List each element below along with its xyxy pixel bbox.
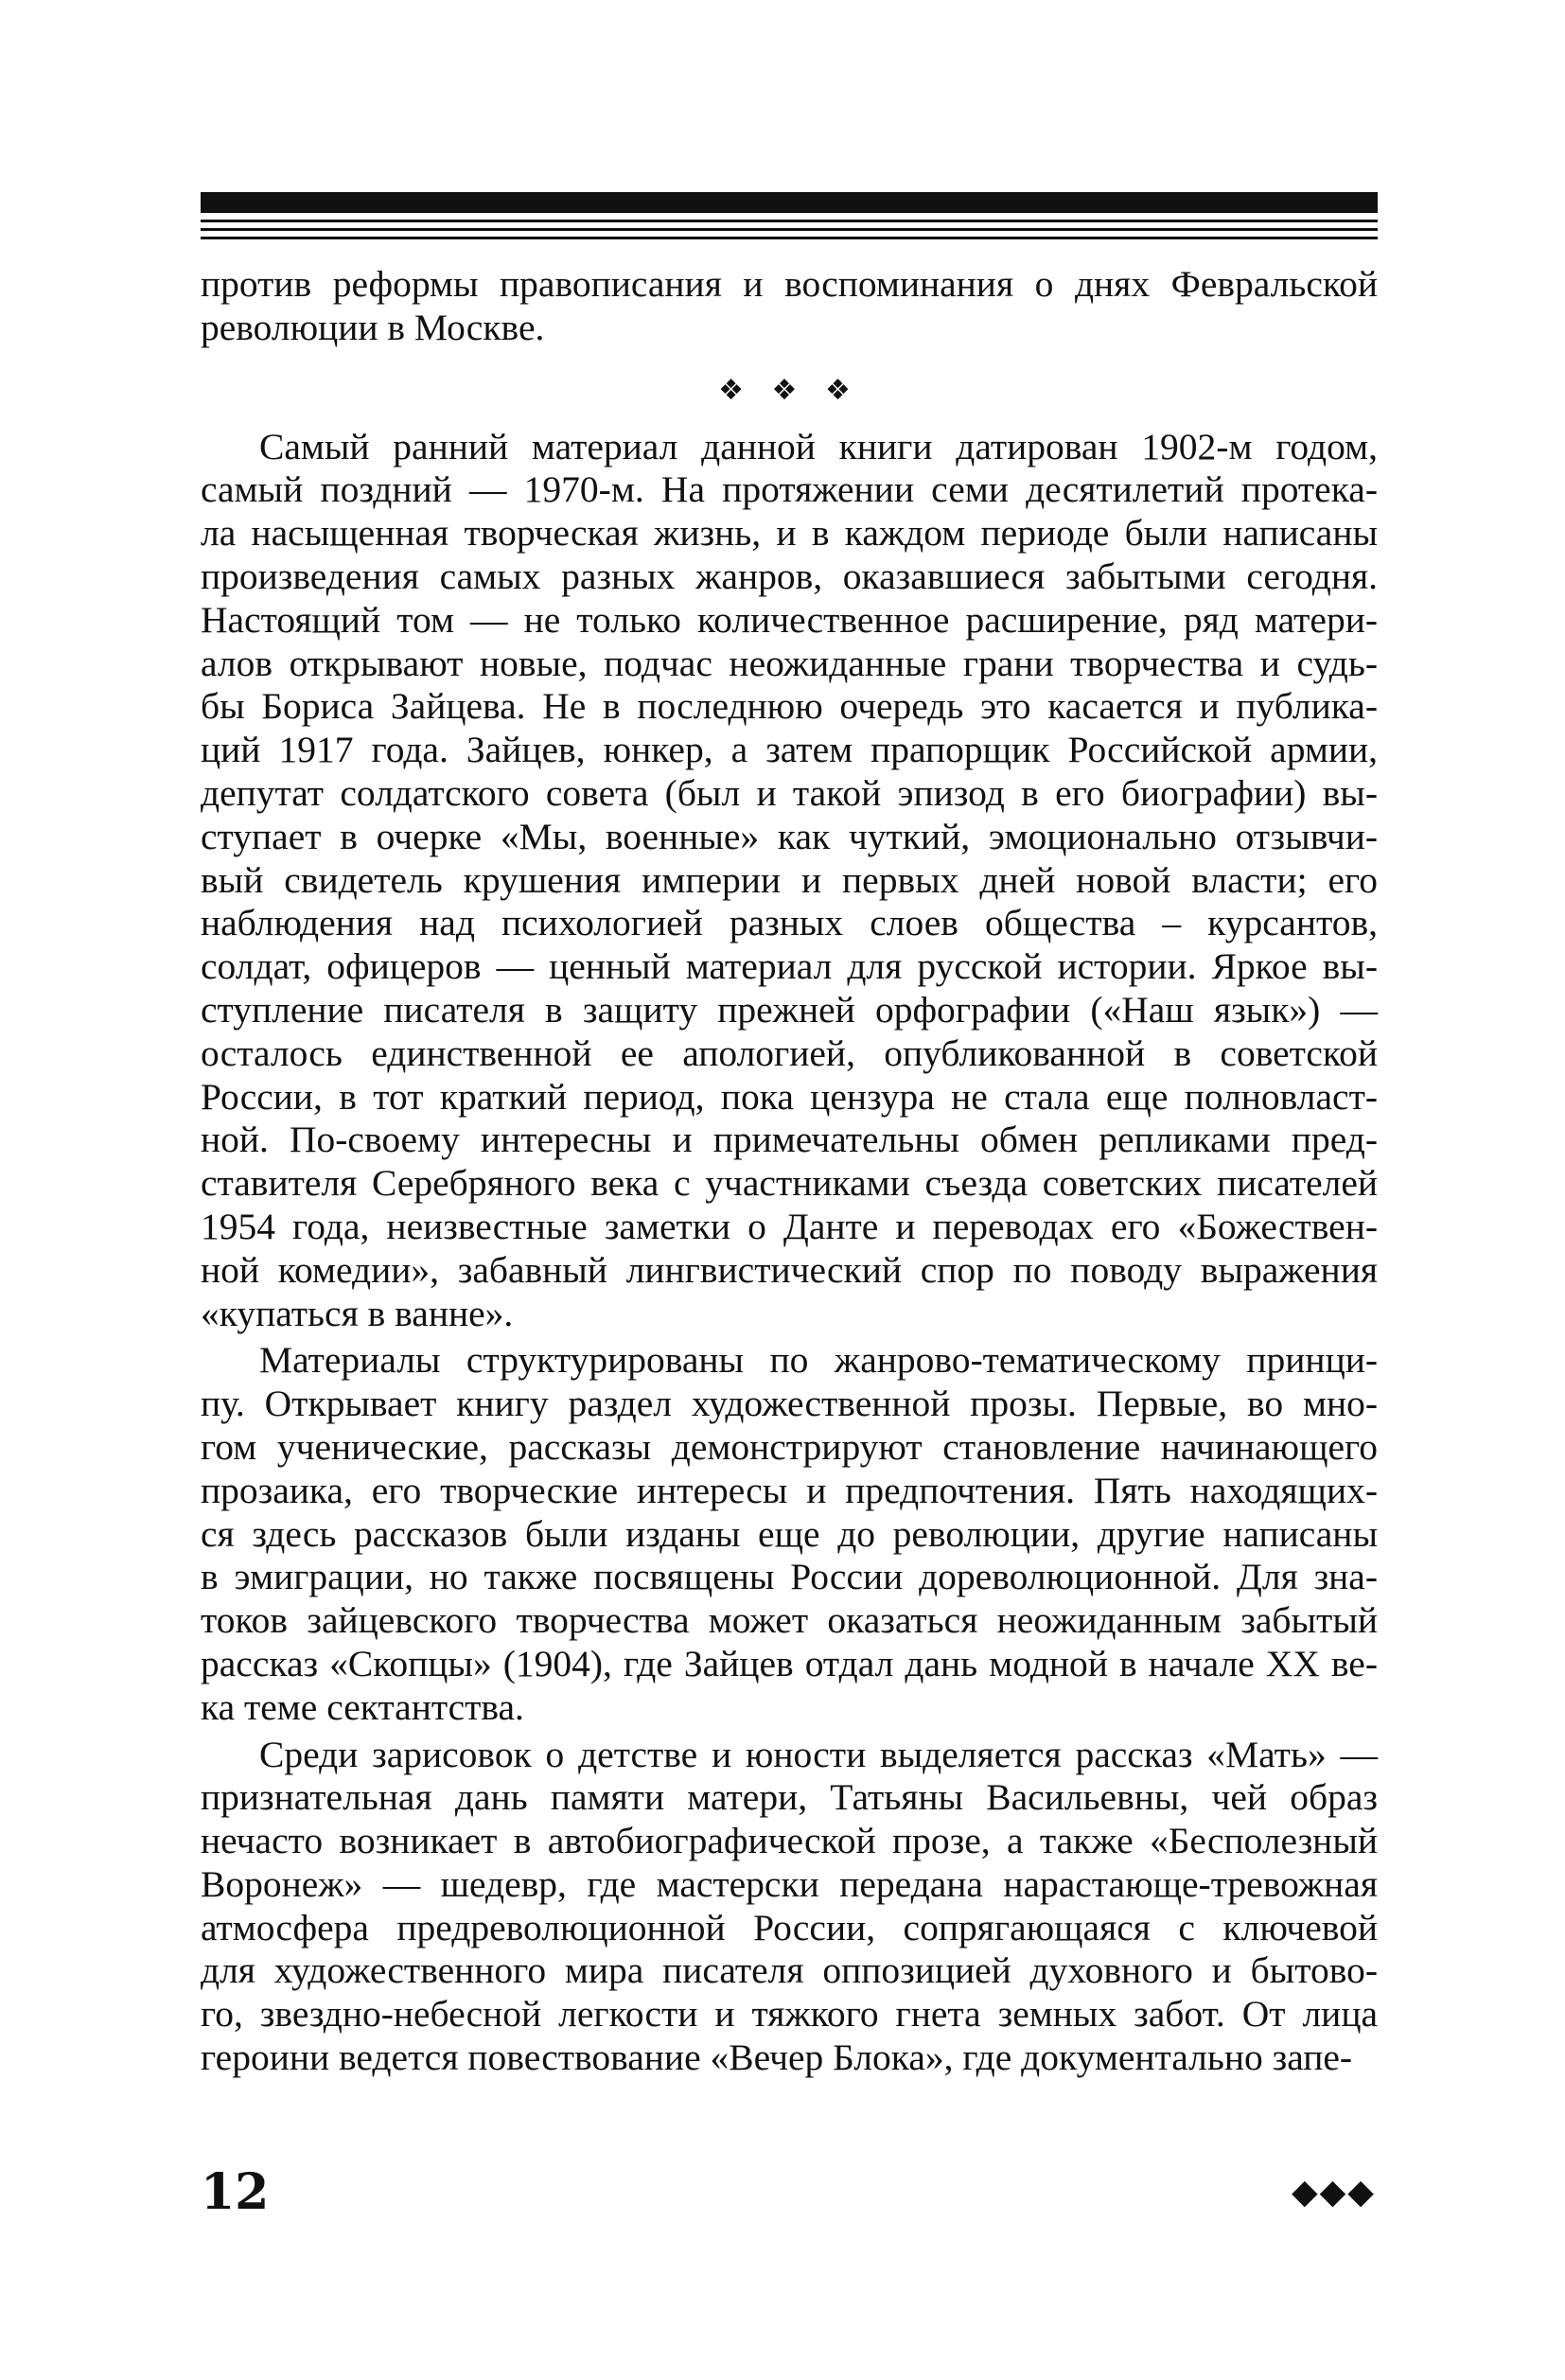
header-rule-thick [201,192,1378,213]
page-number: 12 [201,2163,270,2221]
text-line: Самый ранний материал данной книги датирован 1902-м годом, [259,425,1378,467]
paragraph [201,1734,1378,2080]
text-line: вый свидетель крушения империи и первых дней новой власти; его [201,858,1378,901]
footer-ornament: ◆◆◆ [1291,2173,1376,2212]
header-rule-thin [201,237,1378,239]
header-rule-thin [201,220,1378,222]
text-line: 1954 года, неизвестные заметки о Данте и переводах его «Божествен- [201,1205,1378,1247]
text-line: против реформы правописания и воспоминания о днях Февральской [201,263,1378,305]
text-line: ций 1917 года. Зайцев, юнкер, а затем прапорщик Российской армии, [201,729,1378,771]
paragraph [201,1339,1378,1729]
text-line: Среди зарисовок о детстве и юности выделяется рассказ «Мать» — [259,1733,1378,1775]
text-line: наблюдения над психологией разных слоев общества – курсантов, [201,902,1378,944]
text-line: токов зайцевского творчества может оказаться неожиданным забытый [201,1599,1378,1642]
text-line: прозаика, его творческие интересы и предпочтения. Пять находящих- [201,1469,1378,1511]
text-line: признательная дань памяти матери, Татьяны Васильевны, чей образ [201,1776,1378,1819]
text-line: Воронеж» — шедевр, где мастерски передана нарастающе-тревожная [201,1862,1378,1905]
text-line: произведения самых разных жанров, оказавшиеся забытыми сегодня. [201,555,1378,597]
text-line: «купаться в ванне». [201,1292,514,1334]
text-line: атмосфера предреволюционной России, сопрягающаяся с ключевой [201,1906,1378,1948]
text-line: России, в тот краткий период, пока цензура не стала еще полновласт- [201,1075,1378,1118]
text-line: ной комедии», забавный лингвистический спор по поводу выражения [201,1248,1378,1291]
text-line: Материалы структурированы по жанрово-тематическому принци- [259,1339,1378,1382]
header-rule [201,192,1378,239]
text-line: ла насыщенная творческая жизнь, и в каждом периоде были написаны [201,512,1378,555]
header-rule-thin [201,228,1378,231]
text-line: депутат солдатского совета (был и такой эпизод в его биографии) вы- [201,771,1378,814]
text-line: героини ведется повествование «Вечер Блока», где документально запе- [201,2036,1353,2079]
text-line: бы Бориса Зайцева. Не в последнюю очередь это касается и публика- [201,685,1378,728]
text-line: гом ученические, рассказы демонстрируют становление начинающего [201,1425,1378,1468]
text-line: ступает в очерке «Мы, военные» как чуткий, эмоционально отзывчи- [201,815,1378,857]
text-line: го, звездно-небесной легкости и тяжкого гнета земных забот. От лица [201,1993,1378,2036]
text-line: нечасто возникает в автобиографической прозе, а также «Бесполезный [201,1820,1378,1862]
text-line: самый поздний — 1970-м. На протяжении семи десятилетий протека- [201,468,1378,511]
text-line: алов открывают новые, подчас неожиданные грани творчества и судь- [201,642,1378,684]
body-text [201,263,1378,2080]
text-line: рассказ «Скопцы» (1904), где Зайцев отдал дань модной в начале XX ве- [201,1642,1378,1684]
text-line: революции в Москве. [201,306,545,348]
text-line: солдат, офицеров — ценный материал для русской истории. Яркое вы- [201,945,1378,988]
text-line: ся здесь рассказов были изданы еще до революции, другие написаны [201,1512,1378,1555]
text-line: пу. Открывает книгу раздел художественной прозы. Первые, во мно- [201,1383,1378,1425]
text-line: для художественного мира писателя оппозицией духовного и бытово- [201,1949,1378,1992]
text-line: ка теме сектантства. [201,1685,524,1728]
text-line: ной. По-своему интересны и примечательны обмен репликами пред- [201,1119,1378,1161]
section-ornament: ❖ ❖ ❖ [718,373,860,407]
text-line: в эмиграции, но также посвящены России дореволюционной. Для зна- [201,1556,1378,1598]
text-line: осталось единственной ее апологией, опубликованной в советской [201,1031,1378,1074]
paragraph-continuation [201,263,1378,350]
text-line: ступление писателя в защиту прежней орфографии («Наш язык») — [201,988,1378,1031]
text-line: ставителя Серебряного века с участниками съезда советских писателей [201,1162,1378,1205]
text-line: Настоящий том — не только количественное расширение, ряд матери- [201,598,1378,641]
paragraph [201,426,1378,1336]
